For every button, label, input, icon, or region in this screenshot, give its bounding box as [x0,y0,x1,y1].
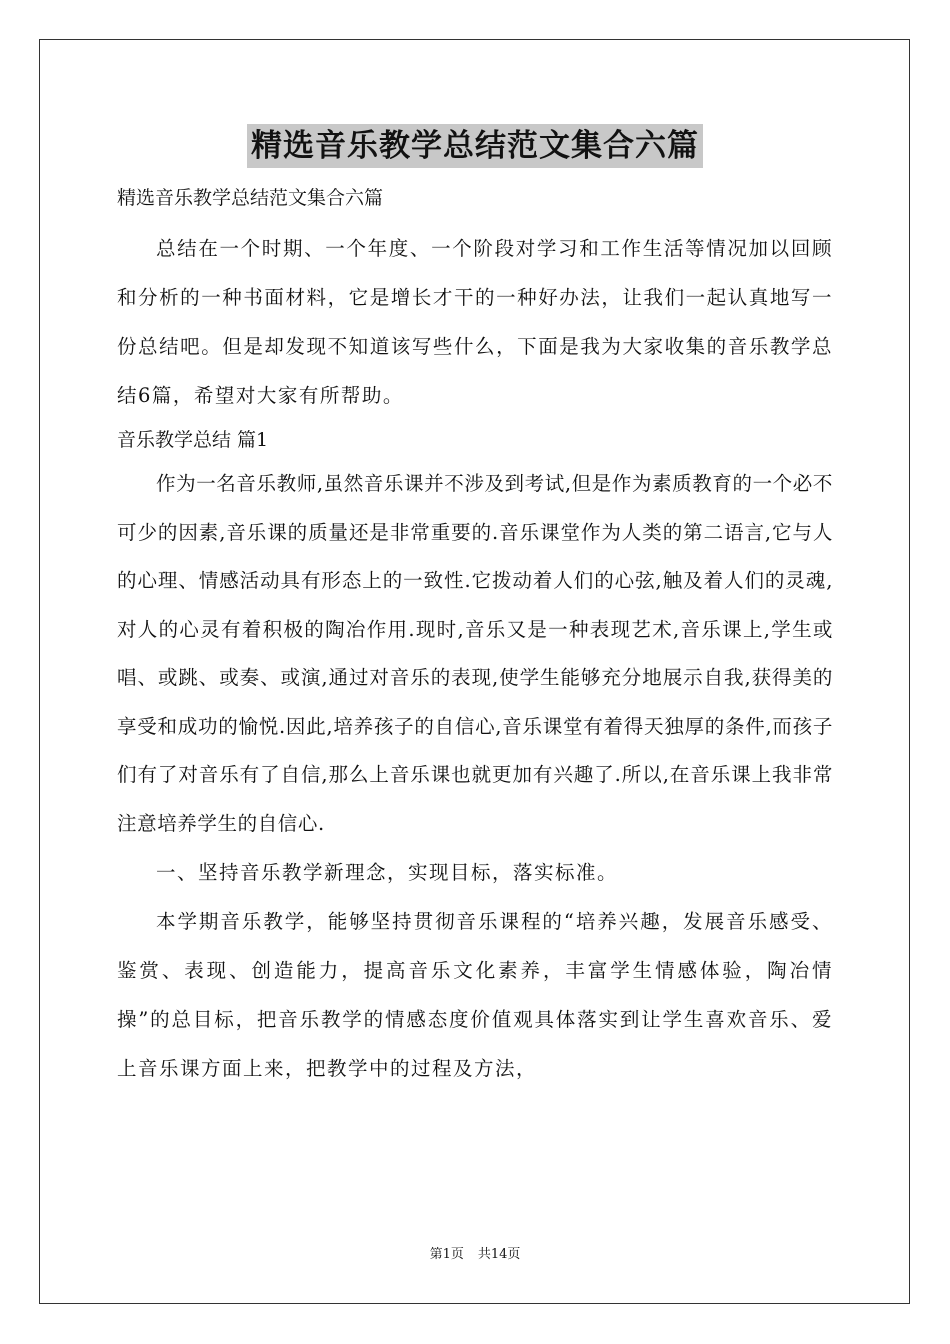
title-area [0,124,950,168]
section-heading: 音乐教学总结 篇1 [117,429,269,451]
page-total: 共14页 [477,1247,521,1262]
document-subtitle: 精选音乐教学总结范文集合六篇 [117,187,384,209]
page-number: 第1页 [429,1247,464,1262]
page-footer [0,1246,950,1264]
section-paragraph: 本学期音乐教学，能够坚持贯彻音乐课程的“培养兴趣，发展音乐感受、鉴赏、表现、创造能力，提高音乐文化素养，丰富学生情感体验，陶冶情操”的总目标，把音乐教学的情感态度价值观具体落实到让学生喜欢音乐、爱上音乐课方面上来，把教学中的过程及方法， [117,910,833,1080]
intro-paragraph: 总结在一个时期、一个年度、一个阶段对学习和工作生活等情况加以回顾和分析的一种书面材料，它是增长才干的一种好办法，让我们一起认真地写一份总结吧。但是却发现不知道该写些什么，下面是我为大家收集的音乐教学总结6篇，希望对大家有所帮助。 [117,237,833,407]
document-body [117,180,833,1093]
section-point: 一、坚持音乐教学新理念，实现目标，落实标准。 [156,861,619,884]
document-title: 精选音乐教学总结范文集合六篇 [247,124,703,168]
section-paragraph: 作为一名音乐教师,虽然音乐课并不涉及到考试,但是作为素质教育的一个必不可少的因素,音乐课的质量还是非常重要的.音乐课堂作为人类的第二语言,它与人的心理、情感活动具有形态上的一致性.它拨动着人们的心弦,触及着人们的灵魂,对人的心灵有着积极的陶冶作用.现时,音乐又是一种表现艺术,音乐课上,学生或唱、或跳、或奏、或演,通过对音乐的表现,使学生能够充分地展示自我,获得美的享受和成功的愉悦.因此,培养孩子的自信心,音乐课堂有着得天独厚的条件,而孩子们有了对音乐有了自信,那么上音乐课也就更加有兴趣了.所以,在音乐课上我非常注意培养学生的自信心. [117,472,833,835]
